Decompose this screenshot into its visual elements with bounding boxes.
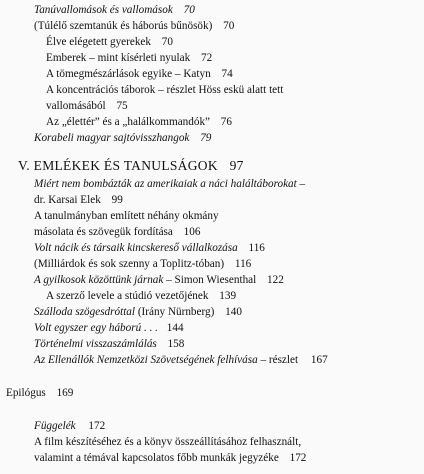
entry-title: valamint a témával kapcsolatos főbb munkák jegyzéke (34, 452, 279, 464)
entry-title: Az „élettér” és a „halálkommandók” (46, 116, 210, 128)
toc-entry (34, 257, 251, 271)
heading-page: 97 (229, 158, 244, 173)
entry-title: Az Ellenállók Nemzetközi Szövetségének felhívása (34, 354, 258, 366)
entry-page: 74 (221, 68, 233, 80)
entry-title: A film készítéséhez és a könyv összeállításához felhasznált, (34, 436, 302, 448)
entry-page: 116 (248, 242, 265, 254)
entry-page: 122 (267, 274, 284, 286)
toc-entry (46, 51, 212, 65)
toc-entry (34, 3, 195, 17)
toc-entry (34, 305, 242, 319)
section-heading (18, 158, 244, 174)
entry-page: 106 (183, 226, 201, 238)
entry-title: Szálloda szögesdróttal (34, 306, 136, 318)
entry-title: Epilógus (6, 387, 46, 399)
entry-page: 79 (200, 132, 212, 144)
entry-title: Emberek – mint kísérleti nyulak (46, 52, 191, 64)
entry-page: 167 (310, 354, 328, 366)
entry-page: 99 (111, 194, 123, 206)
entry-title: Miért nem bombázták az amerikaiak a náci haláltáborokat – (34, 178, 306, 190)
entry-title: (Milliárdok és sok szenny a Toplitz-tóban) (34, 258, 225, 270)
entry-title: Történelmi visszaszámlálás (34, 338, 157, 350)
toc-entry (34, 419, 105, 433)
entry-title: Függelék (34, 420, 76, 432)
entry-title: A tömegmészárlások egyike – Katyn (46, 68, 211, 80)
toc-entry (46, 99, 128, 113)
toc-entry (34, 337, 184, 351)
toc-entry (46, 83, 283, 97)
entry-page: 139 (219, 290, 237, 302)
entry-title: dr. Karsai Elek (34, 194, 101, 206)
entry-page: 70 (183, 4, 195, 16)
heading-title: V. EMLÉKEK ÉS TANULSÁGOK (18, 158, 218, 173)
entry-page: 76 (220, 116, 232, 128)
toc-entry (34, 131, 211, 145)
entry-page: 169 (56, 387, 74, 399)
entry-title: Korabeli magyar sajtóvisszhangok (34, 132, 190, 144)
toc-entry (46, 115, 232, 129)
entry-title: Élve elégetett gyerekek (46, 36, 151, 48)
entry-subtitle: (Irány Nürnberg) (135, 306, 215, 318)
entry-page: 70 (161, 36, 173, 48)
entry-page: 72 (200, 52, 213, 64)
toc-entry (46, 35, 173, 49)
entry-title: A koncentrációs táborok – részlet Höss eskü alatt tett (46, 84, 284, 96)
toc-entry (46, 67, 233, 81)
entry-page: 144 (166, 322, 184, 334)
entry-title: Volt egyszer egy háború . . . (34, 322, 158, 334)
toc-entry (34, 177, 305, 191)
entry-page: 116 (234, 258, 252, 270)
toc-entry (34, 19, 234, 33)
toc-entry (6, 386, 73, 400)
toc-entry (46, 289, 236, 303)
toc-entry (34, 435, 301, 449)
entry-title: másolata és szövegük fordítása (34, 226, 173, 238)
entry-title: vallomásából (46, 100, 106, 112)
toc-entry (34, 209, 219, 223)
entry-page: 172 (289, 452, 307, 464)
entry-title: A tanulmányban említett néhány okmány (34, 210, 219, 222)
entry-title: A szerző levele a stúdió vezetőjének (46, 290, 209, 302)
toc-entry (34, 193, 123, 207)
entry-note: – részlet (257, 354, 299, 366)
toc-entry (34, 241, 265, 255)
entry-title: A gyilkosok közöttünk járnak (34, 274, 164, 286)
toc-entry (34, 451, 306, 465)
toc-entry (34, 225, 200, 239)
entry-page: 158 (167, 338, 185, 350)
toc-entry (34, 321, 184, 335)
entry-title: Tanúvallomások és vallomások (34, 4, 173, 16)
toc-entry (34, 353, 328, 367)
entry-page: 172 (88, 420, 106, 432)
entry-page: 140 (225, 306, 242, 318)
entry-title: Volt nácik és társaik kincskereső vállalkozása (34, 242, 238, 254)
toc-entry (34, 273, 284, 287)
entry-page: 70 (223, 20, 235, 32)
entry-title: (Túlélő szemtanúk és háborús bűnösök) (34, 20, 213, 32)
entry-author: – Simon Wiesenthal (163, 274, 257, 286)
entry-page: 75 (116, 100, 128, 112)
